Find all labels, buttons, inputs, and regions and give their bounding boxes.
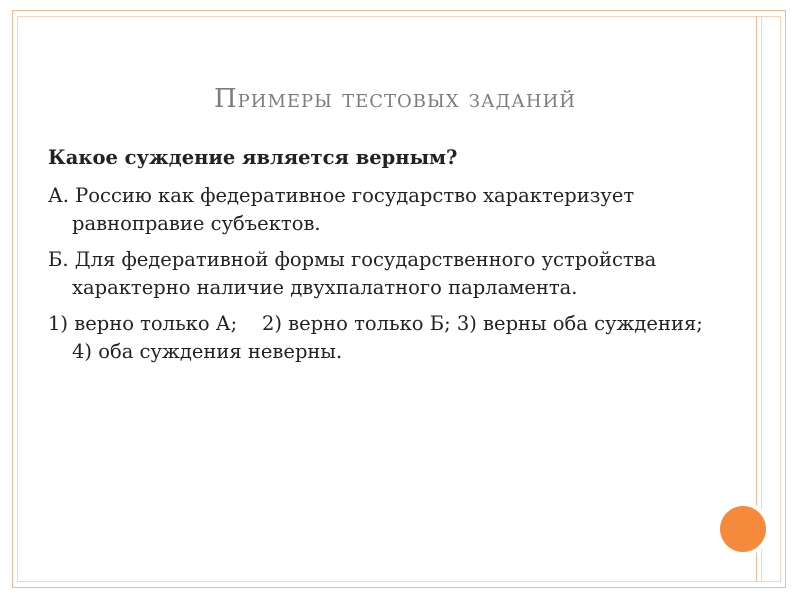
- statement-a: А. Россию как федеративное государство характеризует равноправие субъектов.: [48, 184, 635, 235]
- answer-options: 1) верно только А; 2) верно только Б; 3) верны оба суждения; 4) оба суждения неверны.: [48, 312, 710, 363]
- slide-side-band-line: [761, 16, 762, 582]
- statement-b: Б. Для федеративной формы государственного устройства характерно наличие двухпалатного парламента.: [48, 248, 657, 299]
- slide-side-band: [756, 16, 772, 582]
- question-text: Какое суждение является верным?: [48, 146, 458, 169]
- slide-content: [48, 144, 708, 374]
- slide-title: Примеры тестовых заданий: [213, 84, 577, 114]
- decorative-orange-circle: [720, 506, 766, 552]
